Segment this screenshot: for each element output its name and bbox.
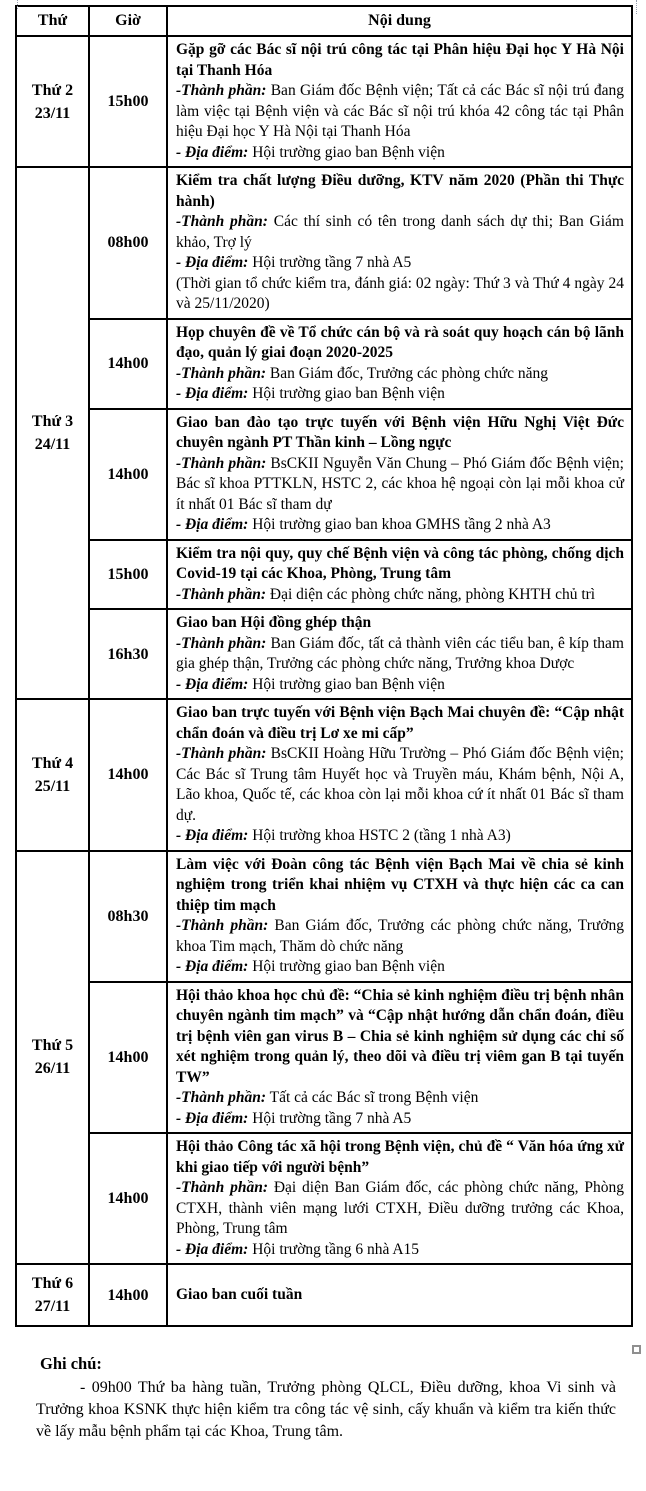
detail-label: - Địa điểm: <box>176 675 249 693</box>
event-detail: - Địa điểm: Hội trường giao ban Bệnh viện <box>176 958 445 975</box>
detail-label: - Địa điểm: <box>176 516 249 533</box>
detail-label: -Thành phần: <box>176 364 267 382</box>
time-cell: 14h00 <box>89 409 167 540</box>
event-title: Làm việc với Đoàn công tác Bệnh viện Bạch Mai về chia sẻ kinh nghiệm trong triển khai nhiệm vụ CTXH và thực hiện các ca can thiệp tim mạch <box>176 855 624 914</box>
event-title: Họp chuyên đề về Tổ chức cán bộ và rà soát quy hoạch cán bộ lãnh đạo, quản lý giai đoạn 2020-2025 <box>176 323 624 361</box>
schedule-row <box>16 36 632 167</box>
day-cell <box>16 699 89 851</box>
notes-section <box>36 1353 616 1443</box>
event-detail: -Thành phần: BsCKII Hoàng Hữu Trường – Phó Giám đốc Bệnh viện; Các Bác sĩ Trung tâm Huyết học và Truyền máu, Khám bệnh, Nội A, Lão khoa, Quốc tế, các khoa còn lại mỗi khoa cứ ít nhất 01 Bác sĩ tham dự. <box>176 745 624 824</box>
day-label: Thứ 2 <box>31 81 74 99</box>
detail-label: -Thành phần: <box>176 634 267 652</box>
event-title: Giao ban đào tạo trực tuyến với Bệnh viện Hữu Nghị Việt Đức chuyên ngành PT Thần kinh – Lồng ngực <box>176 413 624 451</box>
time-cell: 14h00 <box>89 982 167 1134</box>
detail-label: - Địa điểm: <box>176 1109 249 1127</box>
time-cell: 08h00 <box>89 167 167 319</box>
event-detail: - Địa điểm: Hội trường khoa HSTC 2 (tầng 1 nhà A3) <box>176 827 511 844</box>
schedule-row <box>16 409 632 540</box>
notes-body: - 09h00 Thứ ba hàng tuần, Trưởng phòng QLCL, Điều dưỡng, khoa Vi sinh và Trưởng khoa KSNK thực hiện kiểm tra công tác vệ sinh, cấy khuẩn và kiểm tra kiến thức về lấy mẫu bệnh phẩm tại các Khoa, Trung tâm. <box>36 1379 616 1440</box>
schedule-row <box>16 1133 632 1264</box>
event-detail: -Thành phần: Ban Giám đốc, Trưởng các phòng chức năng <box>176 364 549 382</box>
event-detail: -Thành phần: Các thí sinh có tên trong danh sách dự thi; Ban Giám khảo, Trợ lý <box>176 213 624 251</box>
col-header-time: Giờ <box>89 6 167 36</box>
schedule-row <box>16 699 632 851</box>
detail-label: - Địa điểm: <box>176 1240 249 1258</box>
event-detail: -Thành phần: Ban Giám đốc, Trưởng các phòng chức năng, Trưởng khoa Tim mạch, Thăm dò chức năng <box>176 917 624 955</box>
time-cell: 14h00 <box>89 1264 167 1326</box>
day-label: Thứ 4 <box>31 754 74 772</box>
day-date: 24/11 <box>34 436 71 453</box>
schedule-row <box>16 540 632 610</box>
event-title: Kiểm tra nội quy, quy chế Bệnh viện và công tác phòng, chống dịch Covid-19 tại các Khoa, Phòng, Trung tâm <box>176 544 624 582</box>
event-note: (Thời gian tổ chức kiểm tra, đánh giá: 02 ngày: Thứ 3 và Thứ 4 ngày 24 và 25/11/2020) <box>176 274 624 312</box>
event-title: Hội thảo Công tác xã hội trong Bệnh viện, chủ đề “ Văn hóa ứng xử khi giao tiếp với người bệnh” <box>176 1138 624 1176</box>
day-date: 26/11 <box>34 1060 71 1078</box>
event-detail: -Thành phần: Tất cả các Bác sĩ trong Bệnh viện <box>176 1089 479 1106</box>
event-detail: -Thành phần: Ban Giám đốc Bệnh viện; Tất cả các Bác sĩ nội trú đang làm việc tại Bệnh viện và các Bác sĩ nội trú khóa 42 công tác tại Phân hiệu Đại học Y Hà Nội tại Thanh Hóa <box>176 82 624 140</box>
event-detail: - Địa điểm: Hội trường tầng 7 nhà A5 <box>176 254 412 271</box>
weekly-schedule-table <box>15 5 633 1327</box>
event-detail: - Địa điểm: Hội trường giao ban Bệnh viện <box>176 143 445 161</box>
time-cell: 14h00 <box>89 1133 167 1264</box>
schedule-row <box>16 982 632 1134</box>
event-title: Gặp gỡ các Bác sĩ nội trú công tác tại Phân hiệu Đại học Y Hà Nội tại Thanh Hóa <box>176 41 624 79</box>
text-boundary-mark-left <box>17 0 18 9</box>
detail-label: -Thành phần: <box>176 917 269 934</box>
content-cell <box>167 609 632 699</box>
event-detail: -Thành phần: BsCKII Nguyễn Văn Chung – Phó Giám đốc Bệnh viện; Bác sĩ khoa PTTKLN, HSTC 2, các khoa hệ ngoại còn lại mỗi khoa cử ít nhất 01 Bác sĩ tham dự <box>176 454 624 513</box>
schedule-row <box>16 167 632 319</box>
col-header-content: Nội dung <box>167 6 632 36</box>
event-detail: - Địa điểm: Hội trường giao ban Bệnh viện <box>176 675 445 693</box>
day-date: 23/11 <box>34 104 71 122</box>
event-detail: -Thành phần: Đại diện các phòng chức năng, phòng KHTH chủ trì <box>176 585 596 603</box>
day-date: 25/11 <box>34 777 71 795</box>
detail-label: - Địa điểm: <box>176 254 249 271</box>
content-cell <box>167 982 632 1134</box>
event-detail: - Địa điểm: Hội trường tầng 7 nhà A5 <box>176 1109 412 1127</box>
detail-label: - Địa điểm: <box>176 958 249 975</box>
detail-label: -Thành phần: <box>176 1179 268 1196</box>
detail-label: -Thành phần: <box>176 585 267 603</box>
content-cell <box>167 1264 632 1326</box>
event-detail: - Địa điểm: Hội trường tầng 6 nhà A15 <box>176 1240 420 1258</box>
detail-label: -Thành phần: <box>176 1089 267 1106</box>
time-cell: 08h30 <box>89 851 167 982</box>
content-cell <box>167 1133 632 1264</box>
detail-label: -Thành phần: <box>176 454 267 472</box>
header-row <box>16 6 632 36</box>
schedule-row <box>16 851 632 982</box>
detail-label: -Thành phần: <box>176 745 267 762</box>
day-cell <box>16 851 89 1265</box>
content-cell <box>167 167 632 319</box>
detail-label: -Thành phần: <box>176 213 268 230</box>
event-detail: -Thành phần: Đại diện Ban Giám đốc, các phòng chức năng, Phòng CTXH, thành viên mạng lưới CTXH, Điều dưỡng trưởng các Khoa, Phòng, Trung tâm <box>176 1179 624 1237</box>
content-cell <box>167 851 632 982</box>
event-detail: -Thành phần: Ban Giám đốc, tất cả thành viên các tiểu ban, ê kíp tham gia ghép thận, Trưởng các phòng chức năng, Trưởng khoa Dược <box>176 634 624 672</box>
detail-label: - Địa điểm: <box>176 385 249 402</box>
time-cell: 15h00 <box>89 540 167 610</box>
text-boundary-mark-right <box>636 0 637 14</box>
table-resize-handle-icon[interactable] <box>632 1345 641 1354</box>
time-cell: 15h00 <box>89 36 167 167</box>
event-title: Kiểm tra chất lượng Điều dưỡng, KTV năm 2020 (Phần thi Thực hành) <box>176 172 624 210</box>
day-label: Thứ 3 <box>31 413 74 430</box>
detail-label: -Thành phần: <box>176 82 267 99</box>
time-cell: 14h00 <box>89 319 167 409</box>
event-title: Hội thảo khoa học chủ đề: “Chia sẻ kinh nghiệm điều trị bệnh nhân chuyên ngành tim mạch” và “Cập nhật hướng dẫn chẩn đoán, điều trị bệnh viên gan virus B – Chia sẻ kinh nghiệm sử dụng các chỉ số xét nghiệm trong quản lý, theo dõi và điều trị viêm gan B tại tuyến TW” <box>176 986 624 1086</box>
content-cell <box>167 319 632 409</box>
detail-label: - Địa điểm: <box>176 827 249 844</box>
day-cell <box>16 167 89 699</box>
content-cell <box>167 699 632 851</box>
schedule-row <box>16 319 632 409</box>
time-cell: 16h30 <box>89 609 167 699</box>
event-title: Giao ban Hội đồng ghép thận <box>176 614 372 631</box>
event-title: Giao ban trực tuyến với Bệnh viện Bạch Mai chuyên đề: “Cập nhật chẩn đoán và điều trị Lơ xe mi cấp” <box>176 704 624 742</box>
content-cell <box>167 409 632 540</box>
day-label: Thứ 6 <box>31 1275 74 1292</box>
time-cell: 14h00 <box>89 699 167 851</box>
day-date: 27/11 <box>34 1298 71 1315</box>
schedule-row <box>16 1264 632 1326</box>
detail-label: - Địa điểm: <box>176 143 249 161</box>
content-cell <box>167 36 632 167</box>
event-detail: - Địa điểm: Hội trường giao ban khoa GMHS tầng 2 nhà A3 <box>176 516 551 533</box>
content-cell <box>167 540 632 610</box>
event-detail: - Địa điểm: Hội trường giao ban Bệnh viện <box>176 385 445 402</box>
schedule-row <box>16 609 632 699</box>
day-cell <box>16 1264 89 1326</box>
day-cell <box>16 36 89 167</box>
event-title: Giao ban cuối tuần <box>176 1285 303 1303</box>
col-header-day: Thứ <box>16 6 89 36</box>
notes-heading: Ghi chú: <box>40 1354 102 1373</box>
day-label: Thứ 5 <box>31 1037 74 1055</box>
